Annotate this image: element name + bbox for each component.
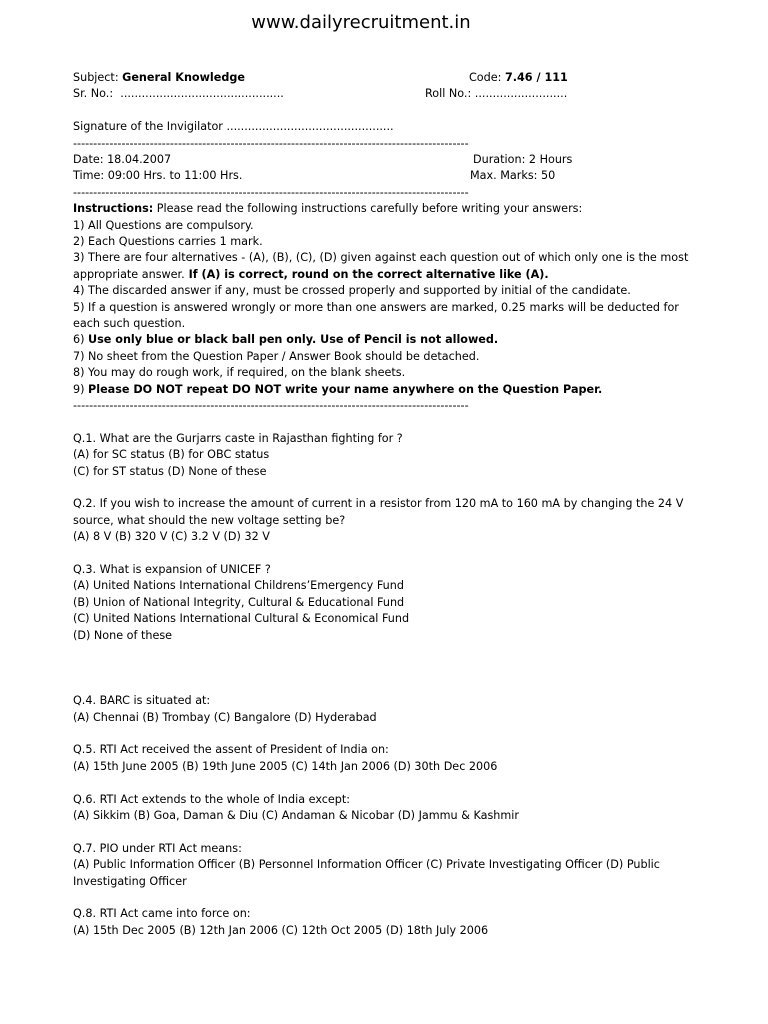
instruction-9 [73, 382, 693, 398]
divider-middle: -------------------------------------------------------------------------------------------------- [73, 185, 469, 199]
instructions-intro-text: Please read the following instructions carefully before writing your answers: [153, 202, 583, 216]
code-field [469, 70, 568, 86]
instruction-6-bold: Use only blue or black ball pen only. Use of Pencil is not allowed. [88, 333, 499, 347]
question-1: Q.1. What are the Gurjarrs caste in Rajasthan fighting for ? [73, 431, 403, 445]
instruction-1: 1) All Questions are compulsory. [73, 218, 254, 232]
instruction-2: 2) Each Questions carries 1 mark. [73, 234, 263, 248]
question-8: Q.8. RTI Act came into force on: [73, 907, 251, 921]
instruction-8: 8) You may do rough work, if required, on the blank sheets. [73, 366, 406, 380]
question-5-options: (A) 15th June 2005 (B) 19th June 2005 (C) 14th Jan 2006 (D) 30th Dec 2006 [73, 759, 498, 773]
exam-date: Date: 18.04.2007 [73, 152, 172, 166]
question-8-options: (A) 15th Dec 2005 (B) 12th Jan 2006 (C) 12th Oct 2005 (D) 18th July 2006 [73, 923, 489, 937]
question-4: Q.4. BARC is situated at: [73, 694, 211, 708]
question-3-option-d: (D) None of these [73, 628, 173, 642]
question-2-options: (A) 8 V (B) 320 V (C) 3.2 V (D) 32 V [73, 530, 270, 544]
instruction-5: 5) If a question is answered wrongly or more than one answers are marked, 0.25 marks will be deducted for each such question. [73, 300, 679, 331]
question-3-option-b: (B) Union of National Integrity, Cultural & Educational Fund [73, 595, 405, 609]
exam-time: Time: 09:00 Hrs. to 11:00 Hrs. [73, 169, 243, 183]
instruction-3 [73, 250, 693, 283]
subject-row [73, 70, 693, 86]
subject-value: General Knowledge [122, 71, 245, 84]
instruction-6-num: 6) [73, 333, 89, 347]
instruction-3-bold: If (A) is correct, round on the correct alternative like (A). [184, 267, 549, 281]
instruction-3-text: 3) There are four alternatives - (A), (B), (C), (D) given against each question out of which only one is the most appropriate answer. [73, 251, 689, 281]
instruction-6 [73, 332, 693, 348]
instructions-intro [73, 201, 693, 217]
code-value: 7.46 / 111 [504, 71, 568, 84]
question-1-options-cd: (C) for ST status (D) None of these [73, 464, 267, 478]
instruction-4: 4) The discarded answer if any, must be crossed properly and supported by initial of the candidate. [73, 284, 631, 298]
date-row [73, 152, 693, 168]
question-2: Q.2. If you wish to increase the amount of current in a resistor from 120 mA to 160 mA by changing the 24 V source, what should the new voltage setting be? [73, 497, 684, 527]
question-6: Q.6. RTI Act extends to the whole of India except: [73, 792, 351, 806]
srno-row [73, 86, 693, 102]
divider-top: -------------------------------------------------------------------------------------------------- [73, 136, 469, 150]
rollno-field: Roll No.: .......................... [425, 87, 568, 101]
question-paper [73, 70, 693, 939]
exam-duration: Duration: 2 Hours [473, 152, 573, 166]
question-6-options: (A) Sikkim (B) Goa, Daman & Diu (C) Andaman & Nicobar (D) Jammu & Kashmir [73, 808, 519, 822]
question-7: Q.7. PIO under RTI Act means: [73, 841, 242, 855]
question-3-option-a: (A) United Nations International Childrens’Emergency Fund [73, 579, 404, 593]
question-3-option-c: (C) United Nations International Cultural & Economical Fund [73, 612, 410, 626]
instruction-9-bold: Please DO NOT repeat DO NOT write your name anywhere on the Question Paper. [88, 382, 603, 396]
divider-bottom: -------------------------------------------------------------------------------------------------- [73, 399, 469, 413]
srno-dots: .............................................. [120, 87, 284, 101]
question-5: Q.5. RTI Act received the assent of President of India on: [73, 743, 389, 757]
question-7-options: (A) Public Information Officer (B) Personnel Information Officer (C) Private Investigating Officer (D) Public Investigating Officer [73, 858, 660, 888]
max-marks: Max. Marks: 50 [470, 169, 556, 183]
instruction-9-num: 9) [73, 382, 89, 396]
code-label: Code: [469, 71, 502, 84]
time-row [73, 168, 693, 184]
site-url: www.dailyrecruitment.in [251, 12, 471, 33]
question-3: Q.3. What is expansion of UNICEF ? [73, 563, 271, 577]
subject-label: Subject: [73, 71, 119, 84]
instruction-7: 7) No sheet from the Question Paper / Answer Book should be detached. [73, 349, 480, 363]
invigilator-signature: Signature of the Invigilator ............................................... [73, 120, 394, 134]
question-1-options-ab: (A) for SC status (B) for OBC status [73, 448, 270, 462]
srno-label: Sr. No.: [73, 87, 114, 101]
question-4-options: (A) Chennai (B) Trombay (C) Bangalore (D) Hyderabad [73, 710, 377, 724]
instructions-heading: Instructions: [73, 202, 154, 216]
